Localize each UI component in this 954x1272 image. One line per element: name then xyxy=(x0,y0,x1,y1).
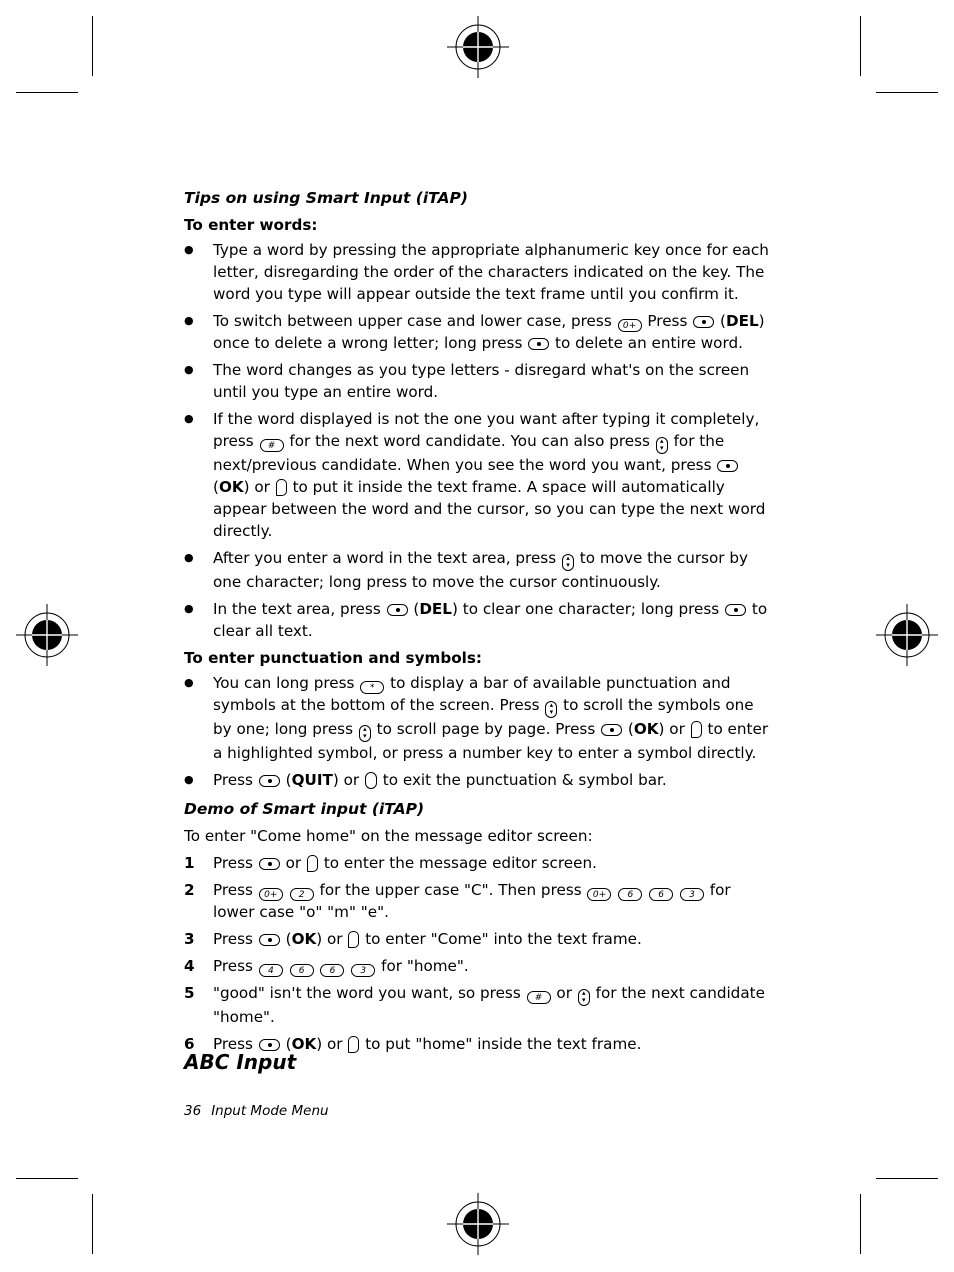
step-item: 2 Press 0+ 2 for the upper case "C". Then press 0+ 6 6 3 for lower case "o" "m" "e". xyxy=(184,881,731,921)
soft-key-icon xyxy=(259,934,280,946)
registration-mark-left xyxy=(16,604,78,666)
pen-key-icon xyxy=(276,479,287,496)
six-key-icon: 6 xyxy=(290,964,314,977)
pen-key-icon xyxy=(691,721,702,738)
soft-key-icon xyxy=(601,724,622,736)
soft-key-icon xyxy=(259,858,280,870)
pen-key-icon xyxy=(307,855,318,872)
soft-key-icon xyxy=(693,316,714,328)
crop-mark xyxy=(860,1194,861,1254)
page-number: 36 xyxy=(184,1103,202,1119)
page-footer xyxy=(184,1103,329,1119)
soft-key-icon xyxy=(259,775,280,787)
pen-key-icon xyxy=(348,931,359,948)
punctuation-list xyxy=(184,672,774,791)
soft-key-icon xyxy=(387,604,408,616)
four-key-icon: 4 xyxy=(259,964,283,977)
list-item: ● After you enter a word in the text area, press ▴ ▾ to move the cursor by one character; long press to move the cursor continuously. xyxy=(184,549,748,591)
bullet-icon: ● xyxy=(184,412,194,425)
enter-words-label: To enter words: xyxy=(184,216,318,234)
bullet-icon: ● xyxy=(184,243,194,256)
list-item: ● To switch between upper case and lower case, press 0+ Press (DEL) once to delete a wrong letter; long press to delete an entire word. xyxy=(184,312,765,352)
two-key-icon: 2 xyxy=(290,888,314,901)
menu-key-icon xyxy=(365,772,377,789)
list-item: ● You can long press * to display a bar of available punctuation and symbols at the bottom of the screen. Press ▴ ▾ to scroll the symbols one by one; long press ▴ ▾ to scroll page by page. Press (OK) or to enter a highlighted symbol, or press a number key to enter a symbol directly. xyxy=(184,674,769,762)
step-number: 3 xyxy=(184,930,195,948)
registration-mark-right xyxy=(876,604,938,666)
list-item: ● If the word displayed is not the one you want after typing it completely, press # for the next word candidate. You can also press ▴ ▾ for the next/previous candidate. When you see the word you want, press (OK) or to put it inside the text frame. A space will automatically appear between the word and the cursor, so you can type the next word directly. xyxy=(184,410,766,540)
crop-mark xyxy=(876,92,938,93)
step-item: 5 "good" isn't the word you want, so press # or ▴ ▾ for the next candidate "home". xyxy=(184,984,765,1026)
step-number: 1 xyxy=(184,854,195,872)
nav-key-icon: ▴ ▾ xyxy=(656,437,668,454)
list-item: ● Press (QUIT) or to exit the punctuation & symbol bar. xyxy=(184,771,667,789)
list-item: ● The word changes as you type letters - disregard what's on the screen until you type an entire word. xyxy=(184,361,750,401)
step-number: 5 xyxy=(184,984,195,1002)
step-item: 3 Press (OK) or to enter "Come" into the text frame. xyxy=(184,930,642,948)
bullet-icon: ● xyxy=(184,773,194,786)
step-number: 6 xyxy=(184,1035,195,1053)
registration-mark-top xyxy=(447,16,509,78)
pen-key-icon xyxy=(348,1036,359,1053)
demo-steps xyxy=(184,852,774,1055)
soft-key-icon xyxy=(717,460,738,472)
crop-mark xyxy=(92,1194,93,1254)
step-item: 1 Press or to enter the message editor screen. xyxy=(184,854,597,872)
six-key-icon: 6 xyxy=(649,888,673,901)
list-item: ● Type a word by pressing the appropriate alphanumeric key once for each letter, disregarding the order of the characters indicated on the key. The word you type will appear outside the text frame until you confirm it. xyxy=(184,241,769,303)
star-key-icon: * xyxy=(360,681,384,694)
nav-key-icon: ▴ ▾ xyxy=(359,725,371,742)
tips-subheading: Tips on using Smart Input (iTAP) xyxy=(184,189,468,207)
footer-label: Input Mode Menu xyxy=(211,1103,329,1119)
zero-key-icon: 0+ xyxy=(618,319,642,332)
hash-key-icon: # xyxy=(260,439,284,452)
registration-mark-bottom xyxy=(447,1193,509,1255)
bullet-icon: ● xyxy=(184,676,194,689)
zero-key-icon: 0+ xyxy=(587,888,611,901)
three-key-icon: 3 xyxy=(351,964,375,977)
soft-key-icon xyxy=(528,338,549,350)
crop-mark xyxy=(860,16,861,76)
soft-key-icon xyxy=(725,604,746,616)
three-key-icon: 3 xyxy=(680,888,704,901)
demo-subheading: Demo of Smart input (iTAP) xyxy=(184,800,425,818)
list-item: ● In the text area, press (DEL) to clear one character; long press to clear all text. xyxy=(184,600,768,640)
crop-mark xyxy=(92,16,93,76)
zero-key-icon: 0+ xyxy=(259,888,283,901)
bullet-icon: ● xyxy=(184,551,194,564)
enter-punctuation-label: To enter punctuation and symbols: xyxy=(184,649,482,667)
bullet-icon: ● xyxy=(184,363,194,376)
crop-mark xyxy=(16,92,78,93)
bullet-icon: ● xyxy=(184,314,194,327)
page-content xyxy=(184,186,774,1060)
nav-key-icon: ▴ ▾ xyxy=(578,989,590,1006)
bullet-icon: ● xyxy=(184,602,194,615)
step-item: 4 Press 4 6 6 3 for "home". xyxy=(184,957,469,976)
crop-mark xyxy=(876,1178,938,1179)
step-item: 6 Press (OK) or to put "home" inside the text frame. xyxy=(184,1035,642,1053)
nav-key-icon: ▴ ▾ xyxy=(545,701,557,718)
step-number: 4 xyxy=(184,957,195,975)
nav-key-icon: ▴ ▾ xyxy=(562,554,574,571)
demo-intro: To enter "Come home" on the message editor screen: xyxy=(184,827,593,845)
six-key-icon: 6 xyxy=(618,888,642,901)
enter-words-list xyxy=(184,239,774,642)
section-title: ABC Input xyxy=(184,1050,297,1074)
six-key-icon: 6 xyxy=(320,964,344,977)
step-number: 2 xyxy=(184,881,195,899)
crop-mark xyxy=(16,1178,78,1179)
hash-key-icon: # xyxy=(527,991,551,1004)
